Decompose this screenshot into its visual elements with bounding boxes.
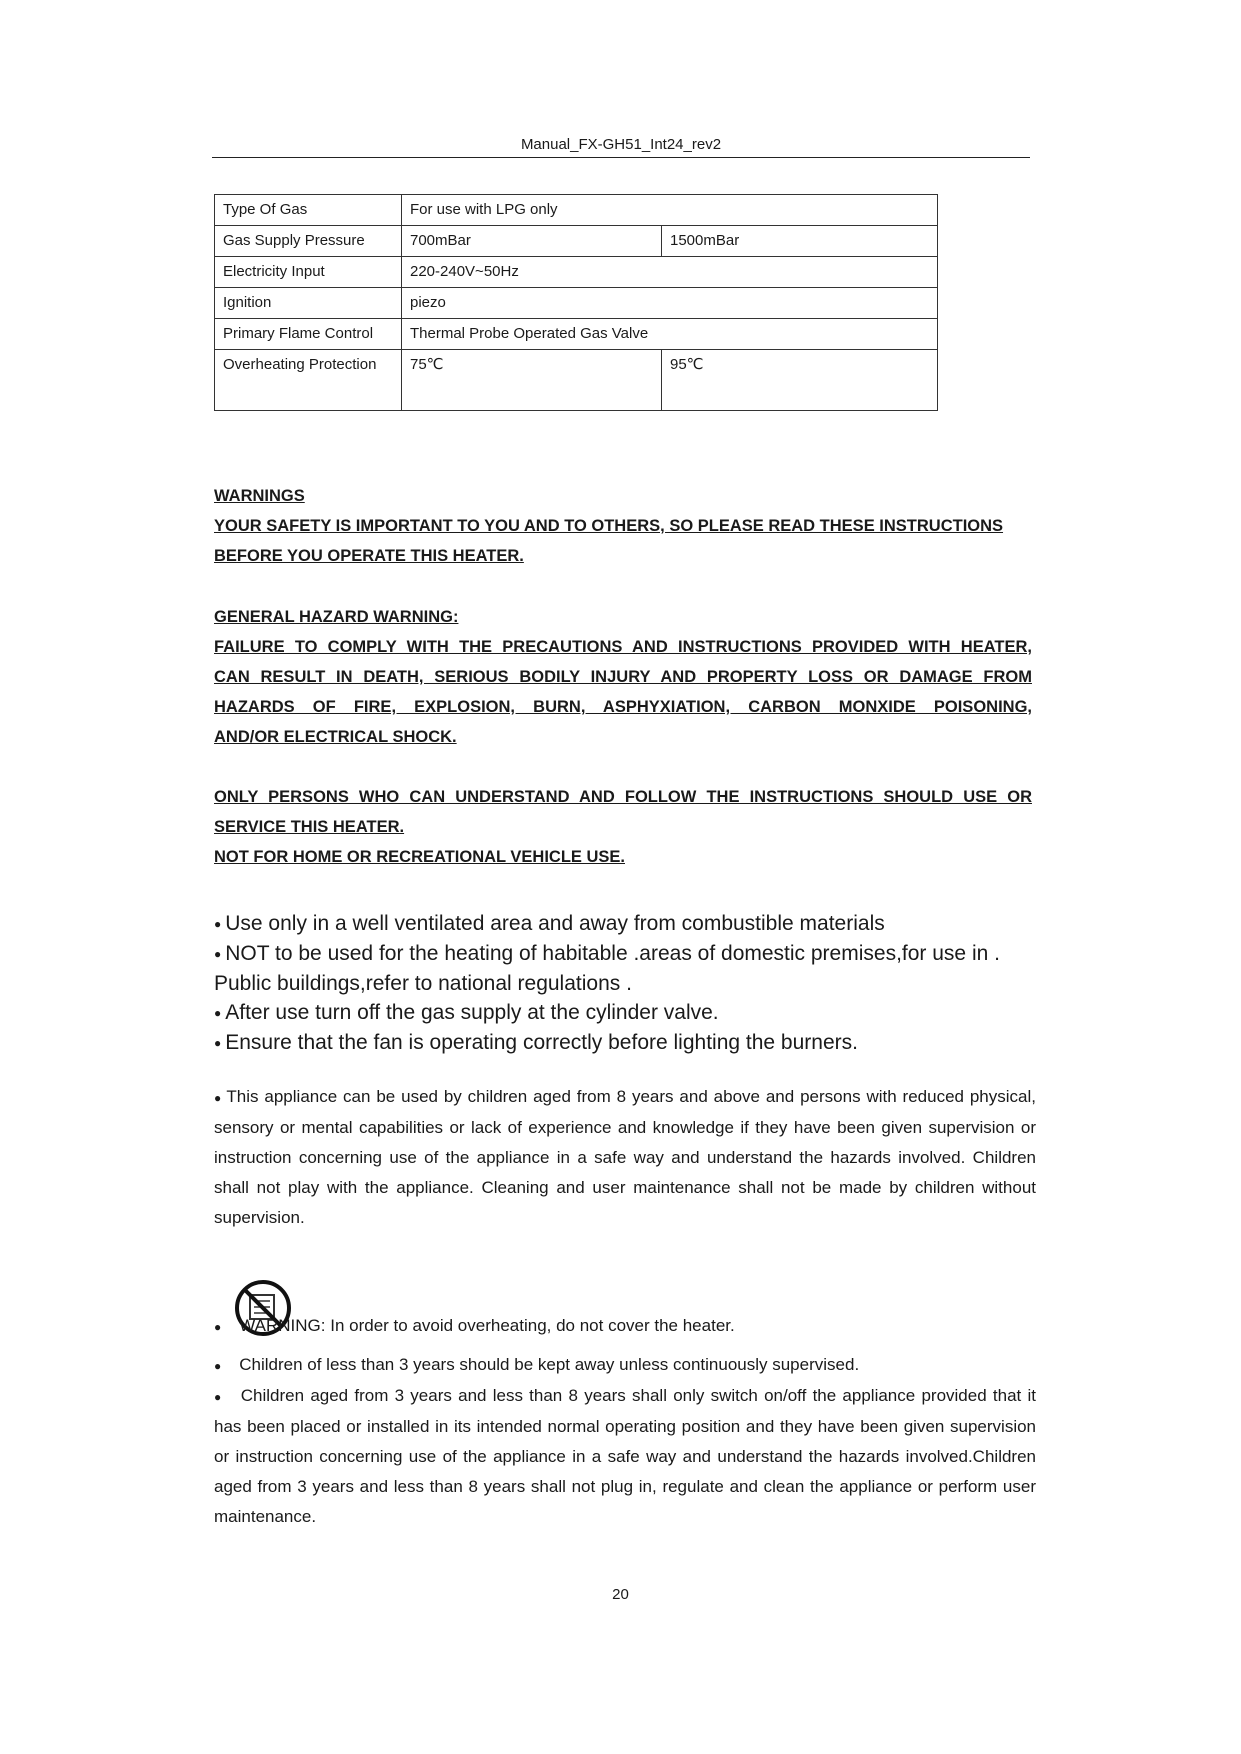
table-row (215, 288, 938, 319)
bullet-dot-icon: ● (214, 1358, 222, 1373)
bullet-dot-icon: ● (214, 1090, 223, 1105)
general-hazard-line: AND/OR ELECTRICAL SHOCK. (214, 728, 457, 746)
persons-warning-line: ONLY PERSONS WHO CAN UNDERSTAND AND FOLLOW THE INSTRUCTIONS SHOULD USE OR (214, 788, 1032, 806)
general-hazard-line: CAN RESULT IN DEATH, SERIOUS BODILY INJURY AND PROPERTY LOSS OR DAMAGE FROM (214, 668, 1032, 686)
table-cell-value: piezo (402, 288, 938, 319)
table-cell-label: Gas Supply Pressure (215, 226, 402, 257)
table-cell-label: Primary Flame Control (215, 319, 402, 350)
page-number: 20 (612, 1586, 629, 1603)
general-hazard-title: GENERAL HAZARD WARNING: (214, 608, 459, 626)
general-hazard-line: FAILURE TO COMPLY WITH THE PRECAUTIONS AND INSTRUCTIONS PROVIDED WITH HEATER, (214, 638, 1032, 656)
table-cell-value: Thermal Probe Operated Gas Valve (402, 319, 938, 350)
list-item-continuation: Public buildings,refer to national regulations . (214, 971, 632, 995)
main-bullet-list (214, 909, 1032, 1058)
list-item: ● Ensure that the fan is operating correctly before lighting the burners. (214, 1030, 858, 1054)
table-cell-value: 1500mBar (662, 226, 938, 257)
cover-warning-item: ● WARNING: In order to avoid overheating, do not cover the heater. (214, 1316, 735, 1335)
bullet-dot-icon: ● (214, 1319, 222, 1334)
children-paragraph: ● This appliance can be used by children aged from 8 years and above and persons with reduced physical, sensory or mental capabilities or lack of experience and knowledge if they have been given supervision or instruction concerning use of the appliance in a safe way and understand the hazards involved. Children shall not play with the appliance. Cleaning and user maintenance shall not be made by children without supervision. (214, 1087, 1036, 1227)
table-row (215, 257, 938, 288)
safety-line: BEFORE YOU OPERATE THIS HEATER. (214, 547, 524, 565)
general-hazard-line: HAZARDS OF FIRE, EXPLOSION, BURN, ASPHYXIATION, CARBON MONXIDE POISONING, (214, 698, 1032, 716)
table-cell-value: 75℃ (402, 350, 662, 411)
table-cell-label: Ignition (215, 288, 402, 319)
bullet-dot-icon: ● (214, 916, 222, 931)
age-3-to-8-item: ● Children aged from 3 years and less than 8 years shall only switch on/off the appliance provided that it has been placed or installed in its intended normal operating position and they have been given supervision or instruction concerning use of the appliance in a safe way and understand the hazards involved.Children aged from 3 years and less than 8 years shall not plug in, regulate and clean the appliance or perform user maintenance. (214, 1386, 1036, 1526)
table-cell-value: For use with LPG only (402, 195, 938, 226)
safety-line: YOUR SAFETY IS IMPORTANT TO YOU AND TO OTHERS, SO PLEASE READ THESE INSTRUCTIONS (214, 517, 1004, 535)
bullet-dot-icon: ● (214, 1035, 222, 1050)
list-item: ● NOT to be used for the heating of habitable .areas of domestic premises,for use in . (214, 941, 1000, 965)
bullet-dot-icon: ● (214, 1389, 223, 1404)
list-item: ● Use only in a well ventilated area and away from combustible materials (214, 912, 885, 935)
not-home-warning: NOT FOR HOME OR RECREATIONAL VEHICLE USE. (214, 848, 625, 866)
page-header: Manual_FX-GH51_Int24_rev2 (212, 136, 1030, 158)
table-cell-value: 95℃ (662, 350, 938, 411)
list-item: ● After use turn off the gas supply at the cylinder valve. (214, 1000, 719, 1024)
table-row (215, 226, 938, 257)
under-3-item: ● Children of less than 3 years should be kept away unless continuously supervised. (214, 1355, 860, 1374)
table-row (215, 350, 938, 411)
specification-table (214, 194, 938, 411)
table-cell-value: 700mBar (402, 226, 662, 257)
table-cell-value: 220-240V~50Hz (402, 257, 938, 288)
table-cell-label: Electricity Input (215, 257, 402, 288)
table-row (215, 319, 938, 350)
table-cell-label: Type Of Gas (215, 195, 402, 226)
warnings-title: WARNINGS (214, 487, 305, 505)
persons-warning-line: SERVICE THIS HEATER. (214, 818, 405, 836)
table-cell-label: Overheating Protection (215, 350, 402, 411)
table-row (215, 195, 938, 226)
bullet-dot-icon: ● (214, 1005, 222, 1020)
bullet-dot-icon: ● (214, 946, 222, 961)
